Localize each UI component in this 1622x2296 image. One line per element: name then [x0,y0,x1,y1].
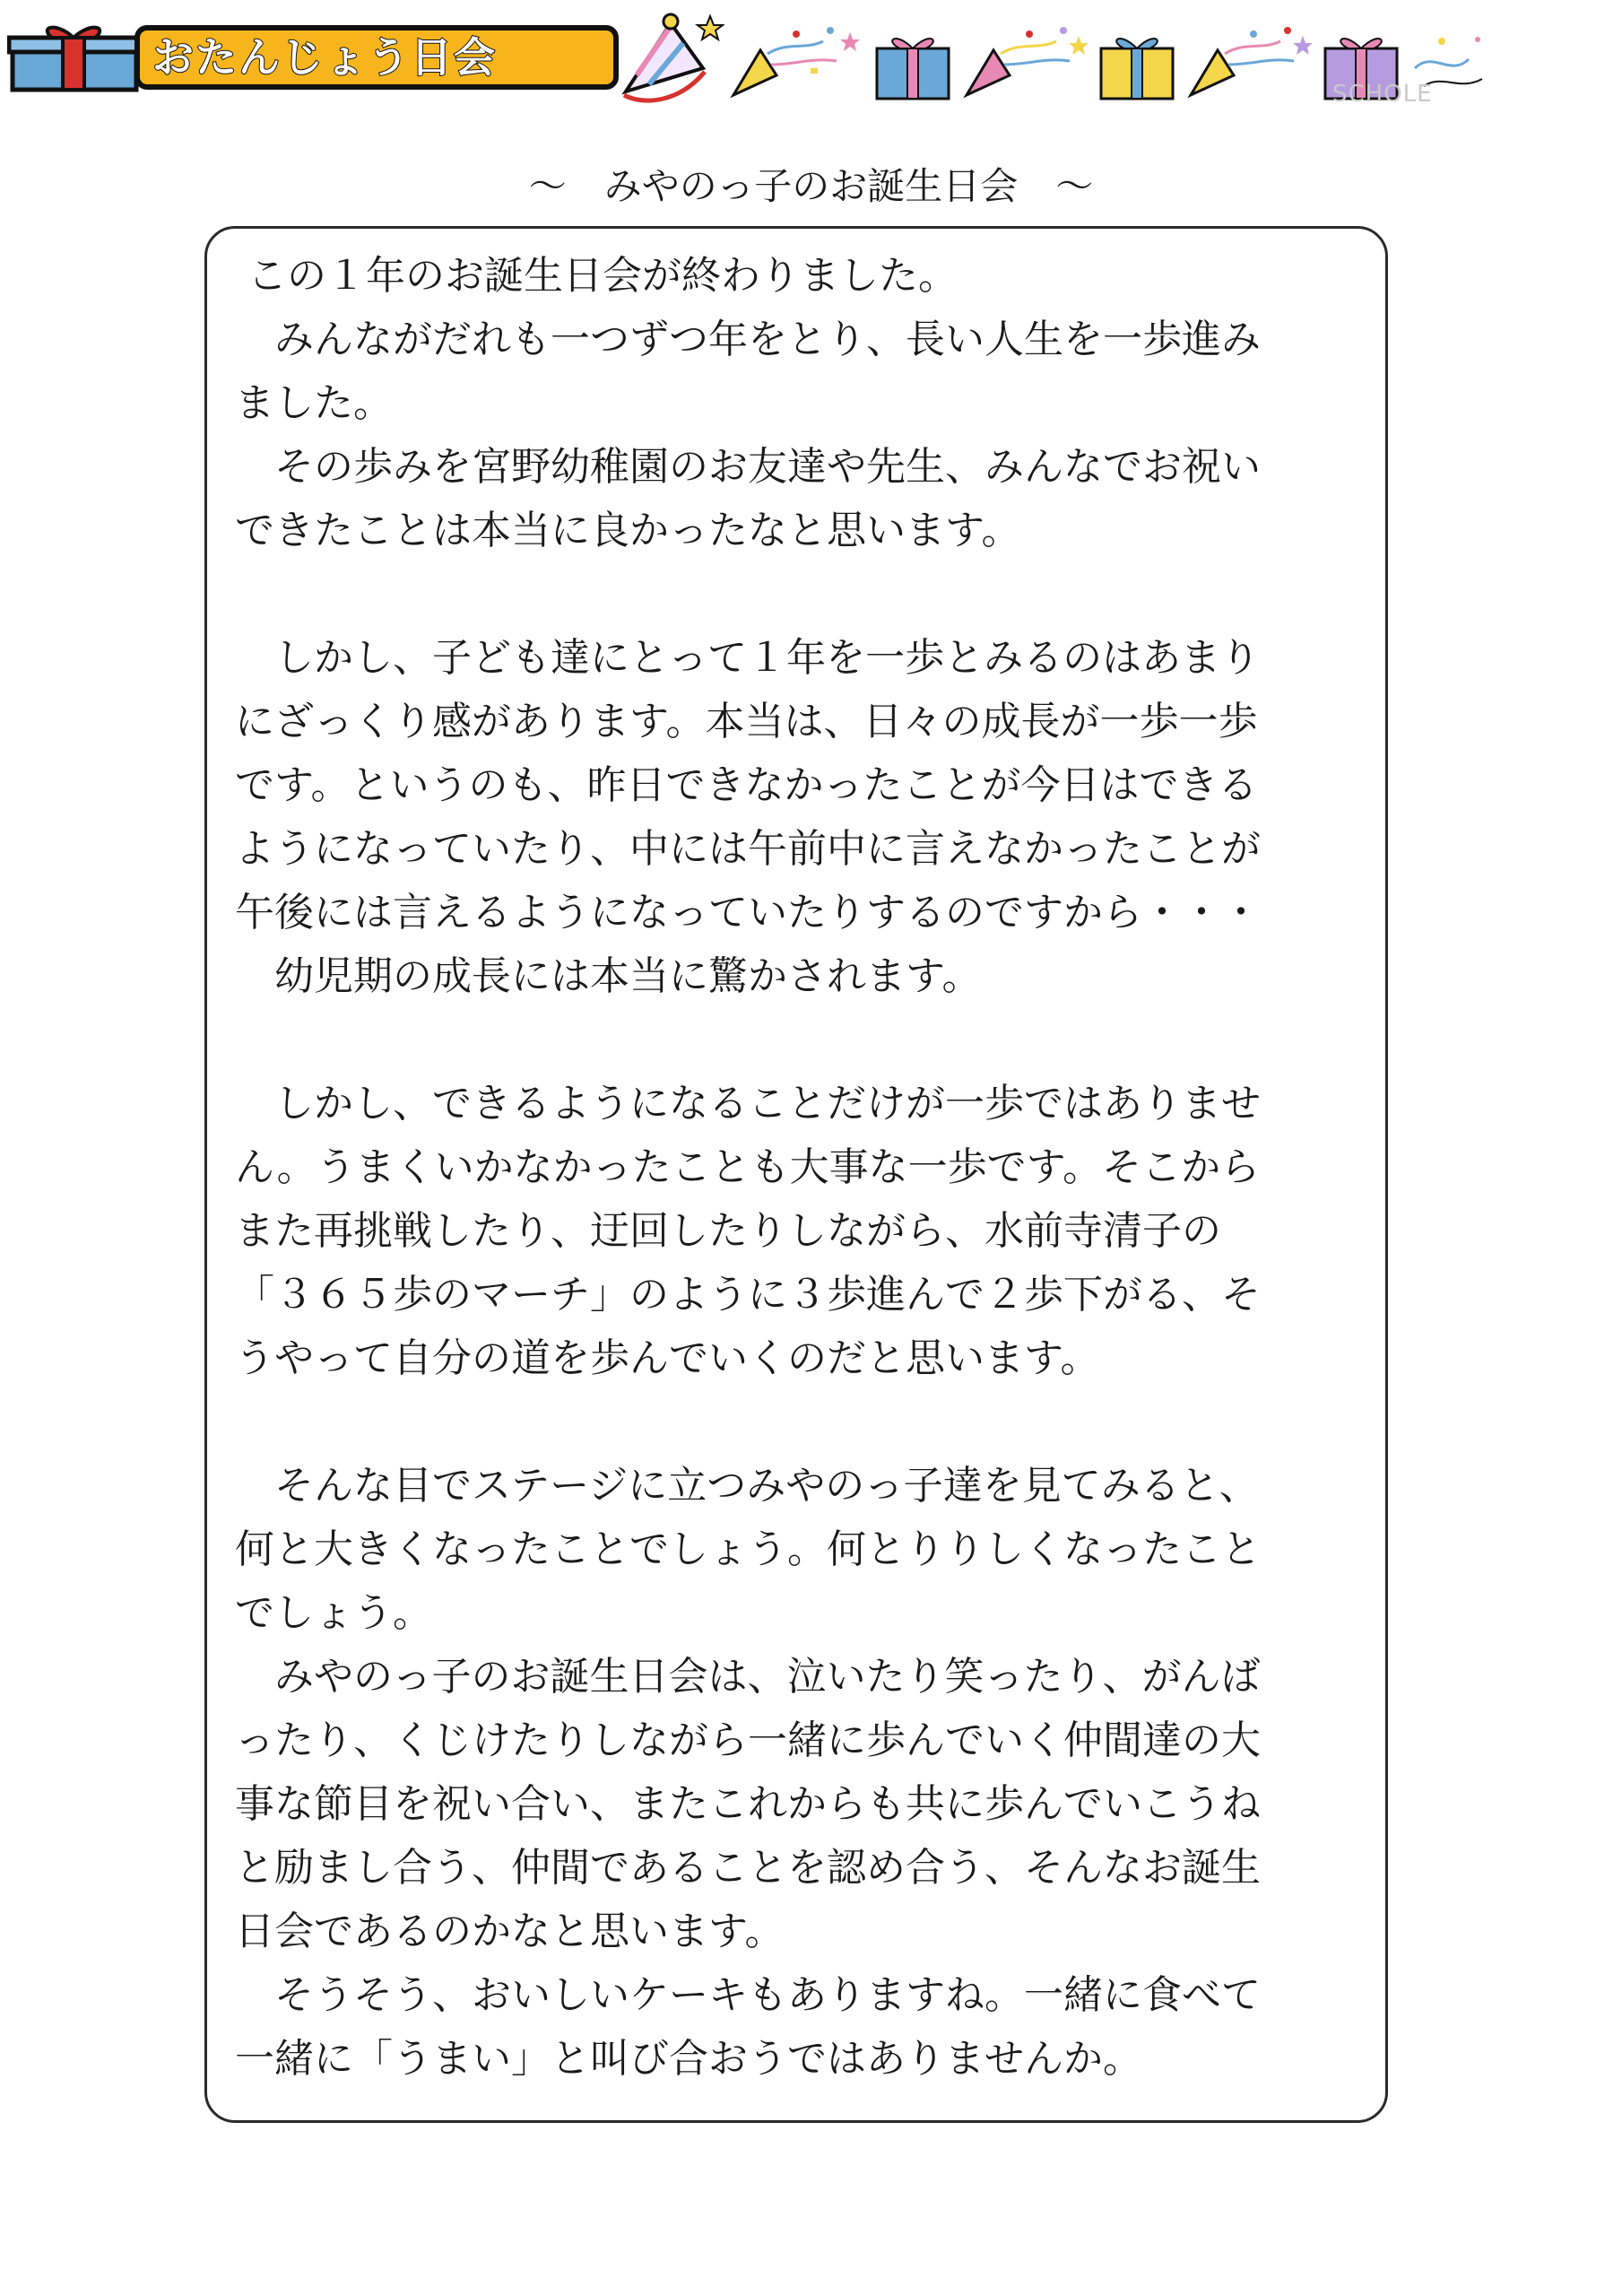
body-line: そんな目でステージに立つみやのっ子達を見てみると、 [235,1463,1259,1509]
body-line: 事な節目を祝い合い、またこれからも共に歩んでいこうね [235,1781,1261,1827]
banner-title-plate [134,25,619,90]
body-line: また再挑戦したり、迂回したりしながら、水前寺清子の [235,1208,1221,1254]
body-line: ようになっていたり、中には午前中に言えなかったことが [235,826,1261,872]
body-line: みやのっ子のお誕生日会は、泣いたり笑ったり、がんば [235,1654,1261,1700]
blank-line [235,1390,1365,1454]
body-line: でしょう。 [235,1590,432,1636]
body-line: 幼児期の成長には本当に驚かされます。 [235,953,982,999]
body-line: できたことは本当に良かったなと思います。 [235,508,1021,553]
blank-line [235,562,1365,626]
body-line: です。というのも、昨日できなかったことが今日はできる [235,762,1258,808]
confetti-presents-strip [724,14,1617,104]
body-line: しかし、できるようになることだけが一歩ではありませ [235,1081,1261,1126]
confetti-icon [1415,37,1482,86]
body-line: その歩みを宮野幼稚園のお友達や先生、みんなでお祝い [235,444,1261,490]
body-line: にざっくり感があります。本当は、日々の成長が一歩一歩 [235,699,1258,744]
message-body [235,244,1365,2091]
body-line: この１年のお誕生日会が終わりました。 [235,253,958,299]
banner-title: おたんじょう日会 [152,33,497,82]
page-title: ～ みやのっ子のお誕生日会 ～ [528,164,1094,208]
party-popper-icon [967,27,1089,95]
party-popper-icon [733,27,860,95]
header-banner [7,5,1617,106]
body-line: しかし、子ども達にとって１年を一歩とみるのはあまり [235,635,1261,681]
present-icon [877,39,949,99]
body-line: そうそう、おいしいケーキもありますね。一緒に食べて [235,1972,1261,2018]
body-line: 午後には言えるようになっていたりするのですから・・・ [235,890,1261,935]
gift-box-icon [7,22,142,93]
body-line: 何と大きくなったことでしょう。何とりりしくなったこと [235,1526,1261,1572]
body-line: みんながだれも一つずつ年をとり、長い人生を一歩進み [235,317,1261,362]
watermark: SCHOLE [1332,81,1433,108]
party-hat-icon [617,5,724,106]
body-line: 日会であるのかなと思います。 [235,1909,785,1954]
blank-line [235,1008,1365,1072]
body-line: ん。うまくいかなかったことも大事な一歩です。そこから [235,1144,1261,1190]
body-line: 「３６５歩のマーチ」のように３歩進んで２歩下がる、そ [235,1272,1261,1318]
body-line: うやって自分の道を歩んでいくのだと思います。 [235,1335,1100,1381]
body-line: と励まし合う、仲間であることを認め合う、そんなお誕生 [235,1845,1261,1891]
body-line: ったり、くじけたりしながら一緒に歩んでいく仲間達の大 [235,1718,1261,1763]
body-line: 一緒に「うまい」と叫び合おうではありませんか。 [235,2036,1142,2082]
party-popper-icon [1191,27,1313,95]
body-line: ました。 [235,380,393,426]
present-icon [1101,39,1173,99]
